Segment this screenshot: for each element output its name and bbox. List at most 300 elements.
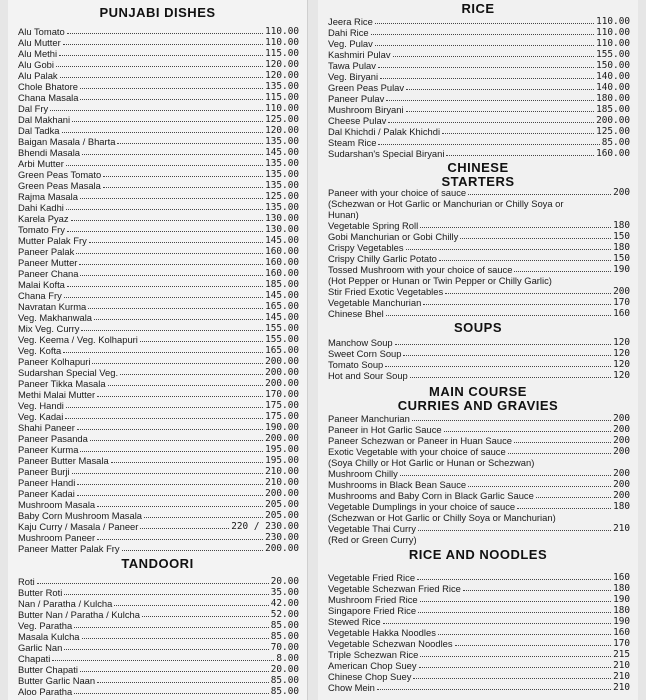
item-price: 200 [613, 286, 630, 297]
item-name: Paneer Pulav [328, 93, 385, 104]
dot-leader [94, 319, 263, 320]
dot-leader [439, 260, 611, 261]
menu-row [18, 389, 299, 400]
rice-noodles-heading: RICE AND NOODLES [408, 547, 548, 562]
menu-row [328, 297, 630, 308]
menu-row [18, 334, 299, 345]
item-price: 135.00 [265, 180, 299, 191]
dot-leader [412, 420, 611, 421]
item-price: 8.00 [276, 653, 299, 664]
dot-leader [111, 462, 263, 463]
item-price: 190 [613, 616, 630, 627]
item-price: 185.00 [265, 279, 299, 290]
item-name: Veg. Kadai [18, 411, 64, 422]
item-price: 130.00 [265, 213, 299, 224]
item-price: 205.00 [265, 499, 299, 510]
menu-row [18, 180, 299, 191]
item-price: 150 [613, 253, 630, 264]
dot-leader [413, 678, 611, 679]
dot-leader [455, 645, 611, 646]
item-price: 120 [613, 348, 630, 359]
menu-row [328, 242, 630, 253]
dot-leader [37, 583, 269, 584]
dot-leader [64, 649, 268, 650]
punjabi-list [8, 26, 307, 554]
item-price: 155.00 [265, 323, 299, 334]
menu-row [18, 202, 299, 213]
item-name: Malai Kofta [18, 279, 65, 290]
dot-leader [375, 45, 594, 46]
item-name: Chana Masala [18, 92, 79, 103]
menu-row [18, 312, 299, 323]
item-price: 200 [613, 446, 630, 457]
dot-leader [67, 286, 263, 287]
dot-leader [71, 220, 264, 221]
menu-row [328, 490, 630, 501]
item-name: Veg. Pulav [328, 38, 373, 49]
dot-leader [386, 100, 594, 101]
item-name: Paneer Butter Masala [18, 455, 109, 466]
item-price: 200 [613, 468, 630, 479]
item-name: Butter Chapati [18, 664, 78, 675]
menu-row [18, 411, 299, 422]
menu-row [18, 444, 299, 455]
menu-row [18, 92, 299, 103]
menu-row [328, 82, 630, 93]
item-price: 170 [613, 297, 630, 308]
dot-leader [80, 671, 269, 672]
dot-leader [62, 132, 264, 133]
item-price: 70.00 [270, 642, 299, 653]
dot-leader [438, 634, 611, 635]
item-name: Dal Tadka [18, 125, 60, 136]
item-price: 200 [613, 424, 630, 435]
item-price: 180 [613, 501, 630, 512]
item-name: Mushroom Masala [18, 499, 96, 510]
menu-row [328, 264, 630, 275]
dot-leader [445, 293, 611, 294]
item-name: Paneer Kadai [18, 488, 75, 499]
menu-row [18, 653, 299, 664]
dot-leader [80, 88, 263, 89]
menu-row [328, 126, 630, 137]
item-name: American Chop Suey [328, 660, 417, 671]
item-name: Cheese Pulav [328, 115, 387, 126]
item-price: 145.00 [265, 290, 299, 301]
menu-row [328, 60, 630, 71]
dot-leader [77, 429, 263, 430]
dot-leader [418, 530, 611, 531]
item-price: 230.00 [265, 532, 299, 543]
dot-leader [142, 616, 269, 617]
menu-row [18, 642, 299, 653]
item-name: Chana Fry [18, 290, 62, 301]
item-price: 210.00 [265, 466, 299, 477]
menu-row [18, 521, 299, 532]
menu-row [18, 323, 299, 334]
dot-leader [514, 442, 611, 443]
item-name: Navratan Kurma [18, 301, 87, 312]
item-price: 135.00 [265, 136, 299, 147]
dot-leader [420, 601, 611, 602]
item-name: Mushroom Fried Rice [328, 594, 418, 605]
dot-leader [120, 374, 263, 375]
item-price: 85.00 [270, 620, 299, 631]
item-price: 180 [613, 220, 630, 231]
item-note: Hunan) [328, 209, 359, 220]
item-price: 35.00 [270, 587, 299, 598]
menu-row [18, 466, 299, 477]
item-name: Green Peas Masala [18, 180, 101, 191]
menu-row [328, 594, 630, 605]
menu-row [328, 583, 630, 594]
item-name: Paneer Burji [18, 466, 70, 477]
item-price: 200 [613, 435, 630, 446]
dot-leader [442, 133, 594, 134]
item-name: Paneer Mutter [18, 257, 78, 268]
item-name: Veg. Biryani [328, 71, 379, 82]
item-price: 200 [613, 479, 630, 490]
item-price: 20.00 [270, 664, 299, 675]
menu-row [328, 671, 630, 682]
item-name: Vegetable Schezwan Noodles [328, 638, 453, 649]
dot-leader [108, 385, 264, 386]
right-column [318, 0, 638, 700]
item-name: Vegetable Schezwan Fried Rice [328, 583, 461, 594]
menu-row [328, 104, 630, 115]
menu-row [18, 433, 299, 444]
item-price: 115.00 [265, 92, 299, 103]
item-name: Baigan Masala / Bharta [18, 136, 116, 147]
dot-leader [375, 23, 594, 24]
item-name: Aloo Paratha [18, 686, 73, 697]
item-name: Crispy Chilly Garlic Potato [328, 253, 437, 264]
item-name: Paneer with your choice of sauce [328, 187, 467, 198]
dot-leader [72, 121, 263, 122]
left-column [8, 0, 308, 700]
item-name: Tomato Soup [328, 359, 384, 370]
item-name: Alu Palak [18, 70, 58, 81]
item-name: Kaju Curry / Masala / Paneer [18, 521, 139, 532]
item-name: Green Peas Tomato [18, 169, 102, 180]
menu-row [18, 532, 299, 543]
menu-row [328, 468, 630, 479]
dot-leader [80, 198, 263, 199]
item-price: 170.00 [265, 389, 299, 400]
item-name: Arbi Mutter [18, 158, 64, 169]
menu-row [328, 479, 630, 490]
dot-leader [82, 154, 263, 155]
item-price: 125.00 [265, 191, 299, 202]
menu-row [18, 477, 299, 488]
dot-leader [420, 227, 611, 228]
menu-row [328, 148, 630, 159]
menu-row [328, 220, 630, 231]
dot-leader [64, 297, 263, 298]
dot-leader [420, 656, 611, 657]
item-name: Sudarshan Special Veg. [18, 367, 119, 378]
item-price: 200.00 [265, 433, 299, 444]
dot-leader [82, 638, 269, 639]
menu-row [18, 26, 299, 37]
item-name: Vegetable Fried Rice [328, 572, 416, 583]
item-price: 200.00 [265, 367, 299, 378]
item-name: Butter Garlic Naan [18, 675, 96, 686]
item-name: Stir Fried Exotic Vegetables [328, 286, 444, 297]
item-price: 85.00 [601, 137, 630, 148]
menu-row [18, 158, 299, 169]
dot-leader [419, 667, 611, 668]
dot-leader [80, 99, 263, 100]
dot-leader [77, 484, 263, 485]
item-price: 125.00 [596, 126, 630, 137]
item-name: Paneer Manchurian [328, 413, 410, 424]
dot-leader [508, 453, 611, 454]
item-name: Vegetable Manchurian [328, 297, 422, 308]
rice-noodles-list [318, 572, 638, 693]
dot-leader [122, 550, 264, 551]
menu-row [18, 136, 299, 147]
item-price: 160 [613, 572, 630, 583]
item-name: Tossed Mushroom with your choice of sauce [328, 264, 513, 275]
dot-leader [59, 55, 263, 56]
item-name: Exotic Vegetable with your choice of sauce [328, 446, 506, 457]
item-name: Alu Mutter [18, 37, 61, 48]
item-price: 125.00 [265, 114, 299, 125]
menu-row [18, 169, 299, 180]
main-course-heading: MAIN COURSE [429, 384, 527, 399]
dot-leader [76, 253, 263, 254]
item-price: 195.00 [265, 444, 299, 455]
menu-row [18, 224, 299, 235]
dot-leader [514, 271, 611, 272]
item-name: Sweet Corn Soup [328, 348, 402, 359]
item-name: Kashmiri Pulav [328, 49, 391, 60]
dot-leader [468, 486, 611, 487]
item-price: 155.00 [265, 334, 299, 345]
item-price: 145.00 [265, 147, 299, 158]
item-price: 145.00 [265, 312, 299, 323]
menu-row [18, 147, 299, 158]
item-price: 190 [613, 264, 630, 275]
menu-row [328, 627, 630, 638]
item-name: Dal Makhani [18, 114, 71, 125]
item-name: Stewed Rice [328, 616, 381, 627]
item-name: Hot and Sour Soup [328, 370, 408, 381]
menu-row [18, 664, 299, 675]
menu-row [328, 359, 630, 370]
dot-leader [383, 623, 611, 624]
item-price: 52.00 [270, 609, 299, 620]
menu-row [18, 620, 299, 631]
dot-leader [79, 264, 263, 265]
punjabi-heading: PUNJABI DISHES [99, 5, 216, 20]
menu-row [18, 378, 299, 389]
starters-heading: STARTERS [441, 174, 515, 189]
dot-leader [140, 528, 229, 529]
menu-row [328, 682, 630, 693]
dot-leader [64, 594, 268, 595]
item-price: 85.00 [270, 631, 299, 642]
dot-leader [386, 315, 611, 316]
item-name: Veg. Keema / Veg. Kolhapuri [18, 334, 138, 345]
dot-leader [378, 144, 599, 145]
item-name: Dahi Kadhi [18, 202, 64, 213]
item-price: 210.00 [265, 477, 299, 488]
menu-row [18, 631, 299, 642]
item-price: 85.00 [270, 675, 299, 686]
dot-leader [410, 377, 611, 378]
item-name: Paneer Tikka Masala [18, 378, 106, 389]
item-name: Vegetable Thai Curry [328, 523, 416, 534]
item-name: Singapore Fried Rice [328, 605, 417, 616]
dot-leader [92, 363, 263, 364]
item-price: 200 [613, 490, 630, 501]
dot-leader [80, 275, 263, 276]
dot-leader [418, 612, 611, 613]
item-name: Manchow Soup [328, 337, 393, 348]
item-name: Paneer Pasanda [18, 433, 88, 444]
menu-row [18, 400, 299, 411]
item-price: 200.00 [265, 488, 299, 499]
item-note: (Hot Pepper or Hunan or Twin Pepper or Chilly Garlic) [328, 275, 552, 286]
dot-leader [56, 66, 263, 67]
item-name: Paneer Chana [18, 268, 79, 279]
item-name: Dal Fry [18, 103, 49, 114]
dot-leader [395, 344, 611, 345]
menu-row [328, 572, 630, 583]
item-price: 115.00 [265, 48, 299, 59]
dot-leader [377, 689, 611, 690]
item-price: 205.00 [265, 510, 299, 521]
item-name: Bhendi Masala [18, 147, 81, 158]
soups-heading: SOUPS [453, 320, 502, 335]
menu-row [18, 191, 299, 202]
dot-leader [371, 34, 594, 35]
dot-leader [444, 431, 611, 432]
menu-row [18, 103, 299, 114]
item-name: Alu Tomato [18, 26, 65, 37]
menu-row [18, 609, 299, 620]
item-price: 175.00 [265, 400, 299, 411]
item-price: 160 [613, 627, 630, 638]
dot-leader [65, 418, 263, 419]
menu-row [328, 348, 630, 359]
dot-leader [446, 155, 594, 156]
menu-row [18, 37, 299, 48]
item-name: Chole Bhatore [18, 81, 78, 92]
dot-leader [67, 33, 263, 34]
item-price: 160.00 [265, 257, 299, 268]
menu-row [328, 308, 630, 319]
item-price: 110.00 [596, 27, 630, 38]
menu-row [328, 638, 630, 649]
item-price: 190.00 [265, 422, 299, 433]
item-name: Alu Gobi [18, 59, 54, 70]
item-name: Baby Corn Mushroom Masala [18, 510, 143, 521]
menu-row [18, 499, 299, 510]
item-price: 200 [613, 413, 630, 424]
dot-leader [406, 89, 594, 90]
chinese-items-b [328, 286, 630, 319]
menu-row [18, 279, 299, 290]
menu-row [328, 253, 630, 264]
item-name: Garlic Nan [18, 642, 63, 653]
item-price: 160.00 [265, 268, 299, 279]
dot-leader [74, 627, 269, 628]
item-name: Paneer Handi [18, 477, 76, 488]
item-name: Veg. Kofta [18, 345, 62, 356]
menu-row [18, 587, 299, 598]
menu-row [328, 523, 630, 534]
menu-row [328, 115, 630, 126]
item-name: Chow Mein [328, 682, 375, 693]
menu-row [328, 649, 630, 660]
item-price: 210 [613, 523, 630, 534]
item-name: Dal Khichdi / Palak Khichdi [328, 126, 441, 137]
dot-leader [423, 304, 611, 305]
item-price: 130.00 [265, 224, 299, 235]
item-price: 135.00 [265, 202, 299, 213]
item-name: Roti [18, 576, 35, 587]
dot-leader [97, 396, 263, 397]
menu-row [18, 70, 299, 81]
item-price: 170 [613, 638, 630, 649]
item-name: Paneer Palak [18, 246, 75, 257]
dot-leader [117, 143, 263, 144]
item-price: 120.00 [265, 59, 299, 70]
item-price: 42.00 [270, 598, 299, 609]
soups-list [318, 337, 638, 381]
menu-row [18, 345, 299, 356]
menu-row [328, 286, 630, 297]
menu-row [328, 38, 630, 49]
item-price: 180 [613, 605, 630, 616]
item-name: Paneer Kolhapuri [18, 356, 91, 367]
menu-row [18, 576, 299, 587]
dot-leader [468, 194, 611, 195]
dot-leader [400, 475, 611, 476]
item-name: Mushrooms in Black Bean Sauce [328, 479, 467, 490]
menu-row [18, 213, 299, 224]
menu-row [18, 367, 299, 378]
dot-leader [140, 341, 263, 342]
item-price: 210 [613, 660, 630, 671]
item-name: Veg. Makhanwala [18, 312, 93, 323]
item-name: Dahi Rice [328, 27, 369, 38]
item-name: Gobi Manchurian or Gobi Chilly [328, 231, 459, 242]
item-name: Chinese Chop Suey [328, 671, 412, 682]
dot-leader [63, 44, 263, 45]
dot-leader [406, 249, 612, 250]
main-items-a [328, 413, 630, 457]
dot-leader [406, 111, 595, 112]
item-price: 200.00 [265, 543, 299, 554]
dot-leader [81, 330, 263, 331]
item-price: 195.00 [265, 455, 299, 466]
item-note: (Red or Green Curry) [328, 534, 417, 545]
menu-row [18, 235, 299, 246]
item-price: 165.00 [265, 301, 299, 312]
item-name: Mushroom Chilly [328, 468, 398, 479]
dot-leader [63, 352, 263, 353]
menu-row [18, 301, 299, 312]
item-price: 140.00 [596, 71, 630, 82]
dot-leader [88, 308, 263, 309]
dot-leader [97, 539, 263, 540]
item-price: 180.00 [596, 93, 630, 104]
item-name: Methi Malai Mutter [18, 389, 96, 400]
